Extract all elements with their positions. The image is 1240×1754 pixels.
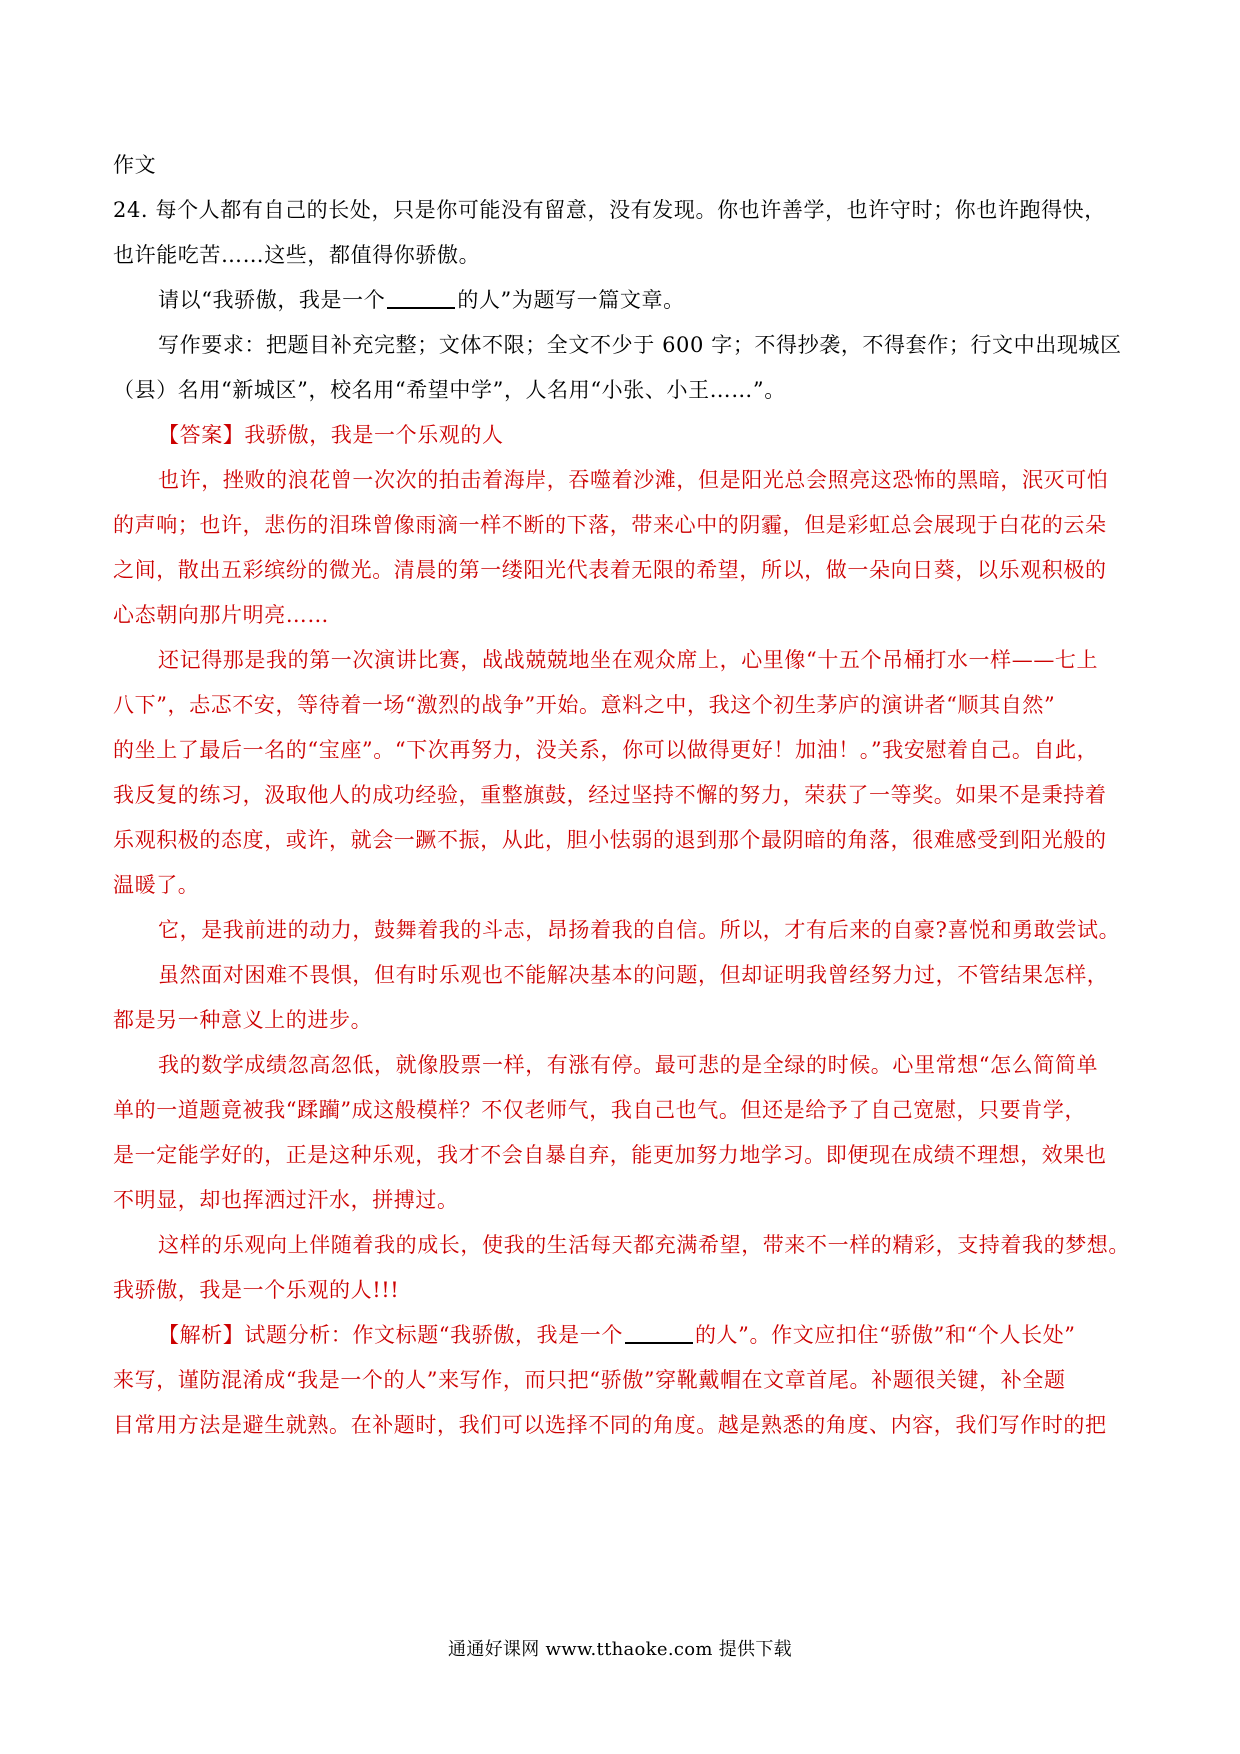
answer-heading — [158, 420, 504, 450]
answer-line: 温暖了。 — [113, 873, 200, 897]
analysis-line-2: 来写，谨防混淆成“我是一个的人”来写作，而只把“骄傲”穿靴戴帽在文章首尾。补题很关键，补全题 — [113, 1368, 1066, 1392]
prompt-text-pre: 请以“我骄傲，我是一个 — [158, 288, 386, 312]
answer-line: 我的数学成绩忽高忽低，就像股票一样，有涨有停。最可悲的是全绿的时候。心里常想“怎么简简单 — [158, 1053, 1099, 1077]
answer-line: 它，是我前进的动力，鼓舞着我的斗志，昂扬着我的自信。所以，才有后来的自豪?喜悦和勇敢尝试。 — [158, 918, 1121, 942]
answer-title: 我骄傲，我是一个乐观的人 — [244, 423, 504, 447]
answer-line: 八下”，忐忑不安，等待着一场“激烈的战争”开始。意料之中，我这个初生茅庐的演讲者“顺其自然” — [113, 693, 1056, 717]
analysis-label: 【解析】 — [158, 1323, 245, 1347]
section-title: 作文 — [113, 153, 157, 177]
answer-line: 的声响；也许，悲伤的泪珠曾像雨滴一样不断的下落，带来心中的阴霾，但是彩虹总会展现于白花的云朵 — [113, 513, 1107, 537]
prompt-text-post: 的人”为题写一篇文章。 — [457, 288, 685, 312]
answer-line: 心态朝向那片明亮…… — [113, 603, 329, 627]
answer-line: 是一定能学好的，正是这种乐观，我才不会自暴自弃，能更加努力地学习。即便现在成绩不理想，效果也 — [113, 1143, 1107, 1167]
answer-line: 乐观积极的态度，或许，就会一蹶不振，从此，胆小怯弱的退到那个最阴暗的角落，很难感受到阳光般的 — [113, 828, 1107, 852]
answer-line: 单的一道题竟被我“蹂躏”成这般模样？不仅老师气，我自己也气。但还是给予了自己宽慰，只要肯学， — [113, 1098, 1087, 1122]
answer-line: 还记得那是我的第一次演讲比赛，战战兢兢地坐在观众席上，心里像“十五个吊桶打水一样——七上 — [158, 648, 1099, 672]
analysis-text-post: 的人”。作文应扣住“骄傲”和“个人长处” — [694, 1323, 1076, 1347]
requirements-line-1: 写作要求：把题目补充完整；文体不限；全文不少于 600 字；不得抄袭，不得套作；行文中出现城区 — [158, 333, 1122, 357]
answer-label: 【答案】 — [158, 423, 245, 447]
answer-line: 虽然面对困难不畏惧，但有时乐观也不能解决基本的问题，但却证明我曾经努力过，不管结果怎样， — [158, 963, 1109, 987]
answer-line: 都是另一种意义上的进步。 — [113, 1008, 373, 1032]
analysis-blank — [625, 1322, 693, 1344]
title-blank — [387, 287, 455, 309]
answer-line: 我骄傲，我是一个乐观的人!!! — [113, 1278, 400, 1302]
requirements-line-2: （县）名用“新城区”，校名用“希望中学”，人名用“小张、小王……”。 — [113, 378, 786, 402]
question-prompt — [158, 285, 685, 315]
question-line-2: 也许能吃苦……这些，都值得你骄傲。 — [113, 243, 481, 267]
answer-line: 这样的乐观向上伴随着我的成长，使我的生活每天都充满希望，带来不一样的精彩，支持着我的梦想。 — [158, 1233, 1130, 1257]
analysis-text-pre: 试题分析：作文标题“我骄傲，我是一个 — [244, 1323, 623, 1347]
answer-line: 不明显，却也挥洒过汗水，拼搏过。 — [113, 1188, 459, 1212]
answer-line: 也许，挫败的浪花曾一次次的拍击着海岸，吞噬着沙滩，但是阳光总会照亮这恐怖的黑暗，泯灭可怕 — [158, 468, 1109, 492]
analysis-line-1 — [158, 1320, 1076, 1350]
analysis-line-3: 目常用方法是避生就熟。在补题时，我们可以选择不同的角度。越是熟悉的角度、内容，我们写作时的把 — [113, 1413, 1107, 1437]
page-footer: 通通好课网 www.tthaoke.com 提供下载 — [448, 1639, 792, 1660]
question-line-1: 24. 每个人都有自己的长处，只是你可能没有留意，没有发现。你也许善学，也许守时；你也许跑得快， — [113, 198, 1106, 222]
answer-line: 的坐上了最后一名的“宝座”。“下次再努力，没关系，你可以做得更好！加油！。”我安慰着自己。自此， — [113, 738, 1099, 762]
answer-line: 之间，散出五彩缤纷的微光。清晨的第一缕阳光代表着无限的希望，所以，做一朵向日葵，以乐观积极的 — [113, 558, 1107, 582]
answer-line: 我反复的练习，汲取他人的成功经验，重整旗鼓，经过坚持不懈的努力，荣获了一等奖。如果不是秉持着 — [113, 783, 1107, 807]
